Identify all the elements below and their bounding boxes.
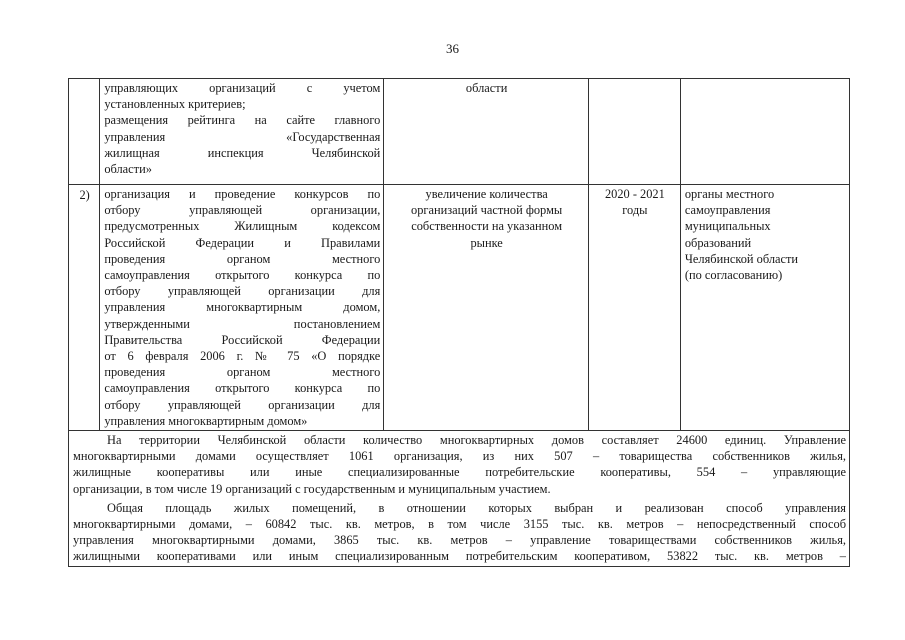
result-line: увеличение количества [425,187,548,201]
result-line: собственности на указанном [411,219,563,234]
action-line: организация и проведение конкурсов по [104,187,381,201]
action-line: области» [104,162,152,177]
paragraph-line: жилищные кооперативы или иные специализированные потребительские кооперативы, 554 – управляющие [73,465,846,480]
term-cell [588,79,680,185]
paragraph-line: организации, в том числе 19 организаций с государственным и муниципальным участием. [73,481,551,496]
action-cell [100,185,384,431]
executor-line: органы местного [684,187,775,201]
action-line: самоуправления открытого конкурса по [104,268,381,283]
row-number-cell [69,79,100,185]
paragraph [73,500,846,565]
paragraph-line: Общая площадь жилых помещений, в отношении которых выбран и реализован способ управления [107,500,846,515]
table-row [69,79,850,185]
action-line: установленных критериев; [104,97,246,112]
action-line: Российской Федерации и Правилами [104,235,381,250]
paragraph-line: На территории Челябинской области количество многоквартирных домов составляет 24600 единиц. Управление [107,433,846,448]
executor-line: муниципальных [684,219,771,234]
action-cell [100,79,384,185]
measures-table [68,78,850,567]
action-line: проведения органом местного [104,365,381,380]
action-line: проведения органом местного [104,251,381,266]
table-row [69,431,850,567]
paragraph-line: многоквартирными домами осуществляет 1061 организация, из них 507 – товарищества собственников жилья, [73,449,846,464]
paragraph-line: жилищными кооперативами или иным специализированным потребительским кооперативом, 53822 тыс. кв. метров – [73,549,846,564]
action-line: управления многоквартирным домом, [104,300,381,315]
action-line: управления многоквартирным домом» [104,413,308,428]
executor-line: самоуправления [684,203,771,218]
row-number: 2) [79,188,90,202]
action-line: размещения рейтинга на сайте главного [104,113,381,128]
executor-line: (по согласованию) [684,268,783,283]
action-line: отбору управляющей организации для [104,397,381,412]
action-line: отбору управляющей организации, [104,203,381,218]
action-line: управления «Государственная [104,129,381,144]
action-line: предусмотренных Жилищным кодексом [104,219,381,234]
term-line: годы [622,203,648,218]
executor-cell [680,185,849,431]
action-line: Правительства Российской Федерации [104,332,381,347]
action-line: от 6 февраля 2006 г. № 75 «О порядке [104,349,381,364]
executor-line: образований [684,235,752,250]
result-cell [384,79,589,185]
result-line: рынке [470,235,503,250]
executor-line: Челябинской области [684,251,799,266]
action-line: утвержденными постановлением [104,316,381,331]
executor-cell [680,79,849,185]
term-line: 2020 - 2021 [604,187,665,201]
action-line: отбору управляющей организации для [104,284,381,299]
paragraph-line: многоквартирными домами, – 60842 тыс. кв. метров, в том числе 3155 тыс. кв. метров – непосредственный способ [73,517,846,532]
result-text: области [465,81,508,95]
action-line: управляющих организаций с учетом [104,81,381,95]
paragraph-line: управления многоквартирными домами, 3865 тыс. кв. метров – управление товариществами собственников жилья, [73,533,846,548]
action-line: жилищная инспекция Челябинской [104,145,381,160]
table-row [69,185,850,431]
description-cell [69,431,850,567]
action-line: самоуправления открытого конкурса по [104,381,381,396]
row-number-cell [69,185,100,431]
result-line: организаций частной формы [411,203,563,218]
term-cell [588,185,680,431]
paragraph [73,432,846,497]
result-cell [384,185,589,431]
page-number: 36 [446,41,459,56]
